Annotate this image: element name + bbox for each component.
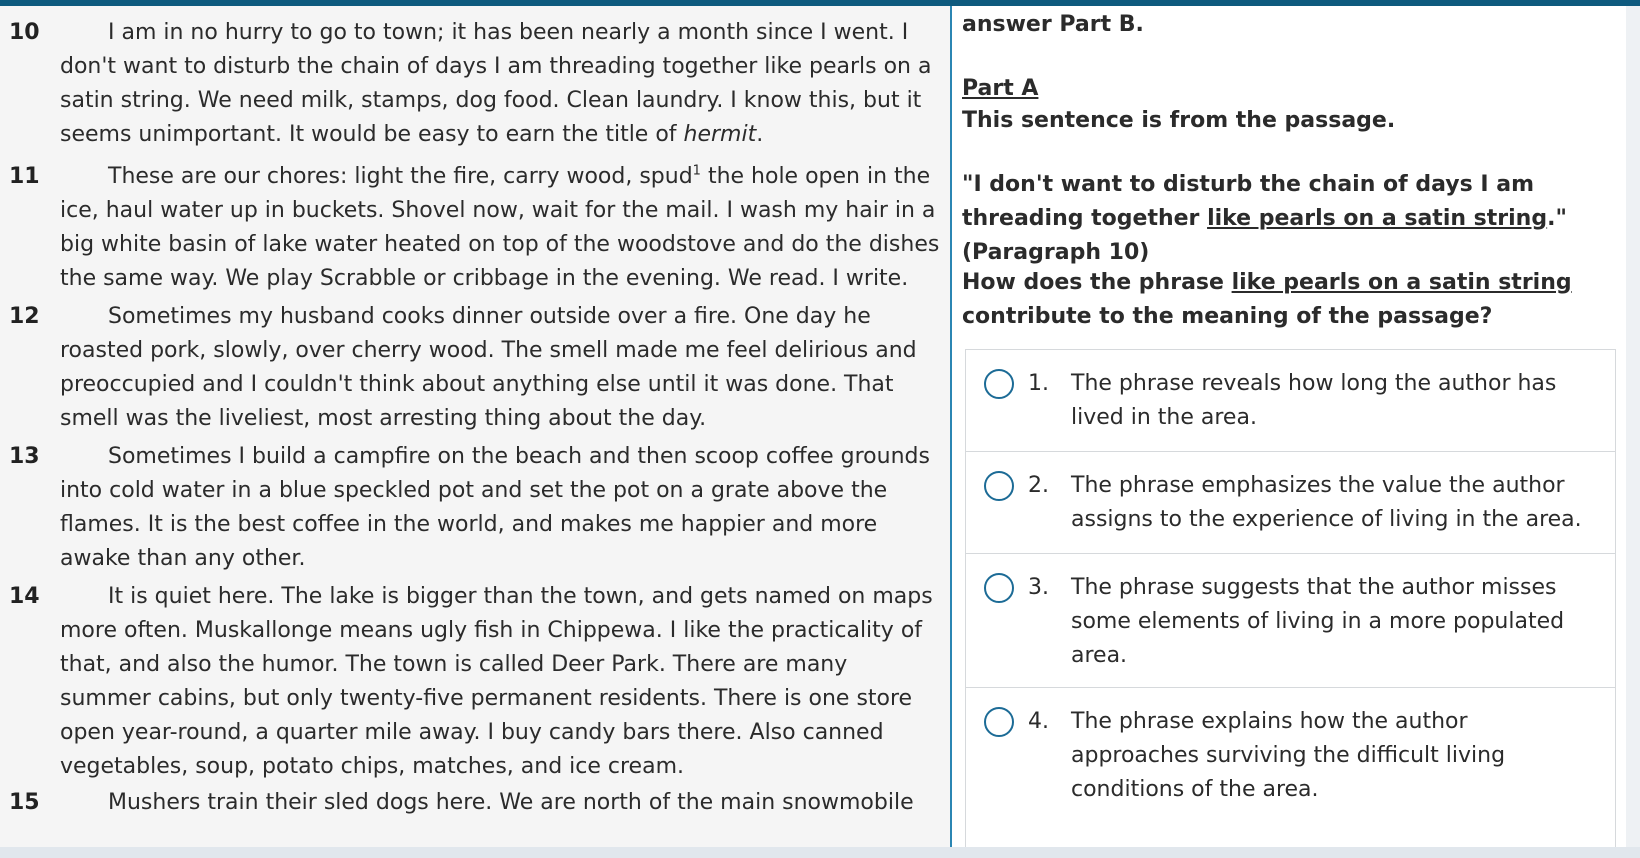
paragraph-text: It is quiet here. The lake is bigger than the town, and gets named on maps more often. Muskallonge means ugly fish in Chippewa. I like the practicality of that, and also the humor. The town is called Deer Park. There are many summer cabins, but only twenty-five permanent residents. There is one store open year-round, a quarter mile away. I buy candy bars there. Also canned vegetables, soup, potato chips, matches, and ice cream. [60, 584, 933, 779]
paragraph-text: These are our chores: light the fire, carry wood, spud$^1$ the hole open in the ice, haul water up in buckets. Shovel now, wait for the mail. I wash my hair in a big white basin of lake water heated on top of the woodstove and do the dishes the same way. We play Scrabble or cribbage in the evening. We read. I write. [60, 163, 940, 291]
emphasized-word: hermit [683, 122, 757, 147]
question-intro: answer Part B. [962, 12, 1144, 37]
answer-option-1[interactable] [965, 349, 1616, 452]
radio-button[interactable] [984, 573, 1014, 603]
option-text: The phrase emphasizes the value the author assigns to the experience of living in the area. [1071, 473, 1582, 532]
paragraph-number: 13 [9, 444, 40, 469]
option-text: The phrase suggests that the author misses some elements of living in a more populated area. [1071, 575, 1565, 668]
footnote-link[interactable]: 1 [692, 163, 701, 179]
option-number: 4. [1028, 709, 1049, 734]
question-lead: This sentence is from the passage. [962, 108, 1396, 133]
answer-option-4[interactable] [965, 687, 1616, 847]
option-number: 1. [1028, 371, 1049, 396]
option-text: The phrase reveals how long the author has lived in the area. [1071, 371, 1557, 430]
answer-option-3[interactable] [965, 553, 1616, 688]
option-number: 3. [1028, 575, 1049, 600]
highlighted-phrase: like pearls on a satin string [1231, 270, 1572, 295]
question-prompt: How does the phrase like pearls on a satin string contribute to the meaning of the passage? [962, 270, 1572, 329]
paragraph-number: 14 [9, 584, 40, 609]
paragraph-text: Sometimes I build a campfire on the beach and then scoop coffee grounds into cold water in a blue speckled pot and set the pot on a grate above the flames. It is the best coffee in the world, and makes me happier and more awake than any other. [60, 444, 930, 571]
paragraph-text: Sometimes my husband cooks dinner outside over a fire. One day he roasted pork, slowly, over cherry wood. The smell made me feel delirious and preoccupied and I couldn't think about anything else until it was done. That smell was the liveliest, most arresting thing about the day. [60, 304, 917, 431]
radio-button[interactable] [984, 471, 1014, 501]
paragraph-text: Mushers train their sled dogs here. We are north of the main snowmobile [108, 790, 914, 815]
part-label: Part A [962, 76, 1039, 101]
highlighted-phrase: like pearls on a satin string [1207, 206, 1548, 231]
bottom-bar [0, 847, 1640, 858]
radio-button[interactable] [984, 369, 1014, 399]
option-number: 2. [1028, 473, 1049, 498]
passage-panel[interactable] [0, 6, 950, 847]
quoted-sentence: "I don't want to disturb the chain of days I am threading together like pearls on a satin string." (Paragraph 10) [962, 172, 1567, 265]
paragraph-number: 10 [9, 20, 40, 45]
scrollbar-track[interactable] [1626, 6, 1640, 847]
radio-button[interactable] [984, 707, 1014, 737]
paragraph-number: 15 [9, 790, 40, 815]
question-panel[interactable] [952, 6, 1626, 847]
paragraph-text: I am in no hurry to go to town; it has been nearly a month since I went. I don't want to disturb the chain of days I am threading together like pearls on a satin string. We need milk, stamps, dog food. Clean laundry. I know this, but it seems unimportant. It would be easy to earn the title of hermit. [60, 20, 932, 147]
answer-option-2[interactable] [965, 451, 1616, 554]
paragraph-number: 12 [9, 304, 40, 329]
paragraph-number: 11 [9, 164, 40, 189]
option-text: The phrase explains how the author approaches surviving the difficult living conditions of the area. [1071, 709, 1506, 802]
